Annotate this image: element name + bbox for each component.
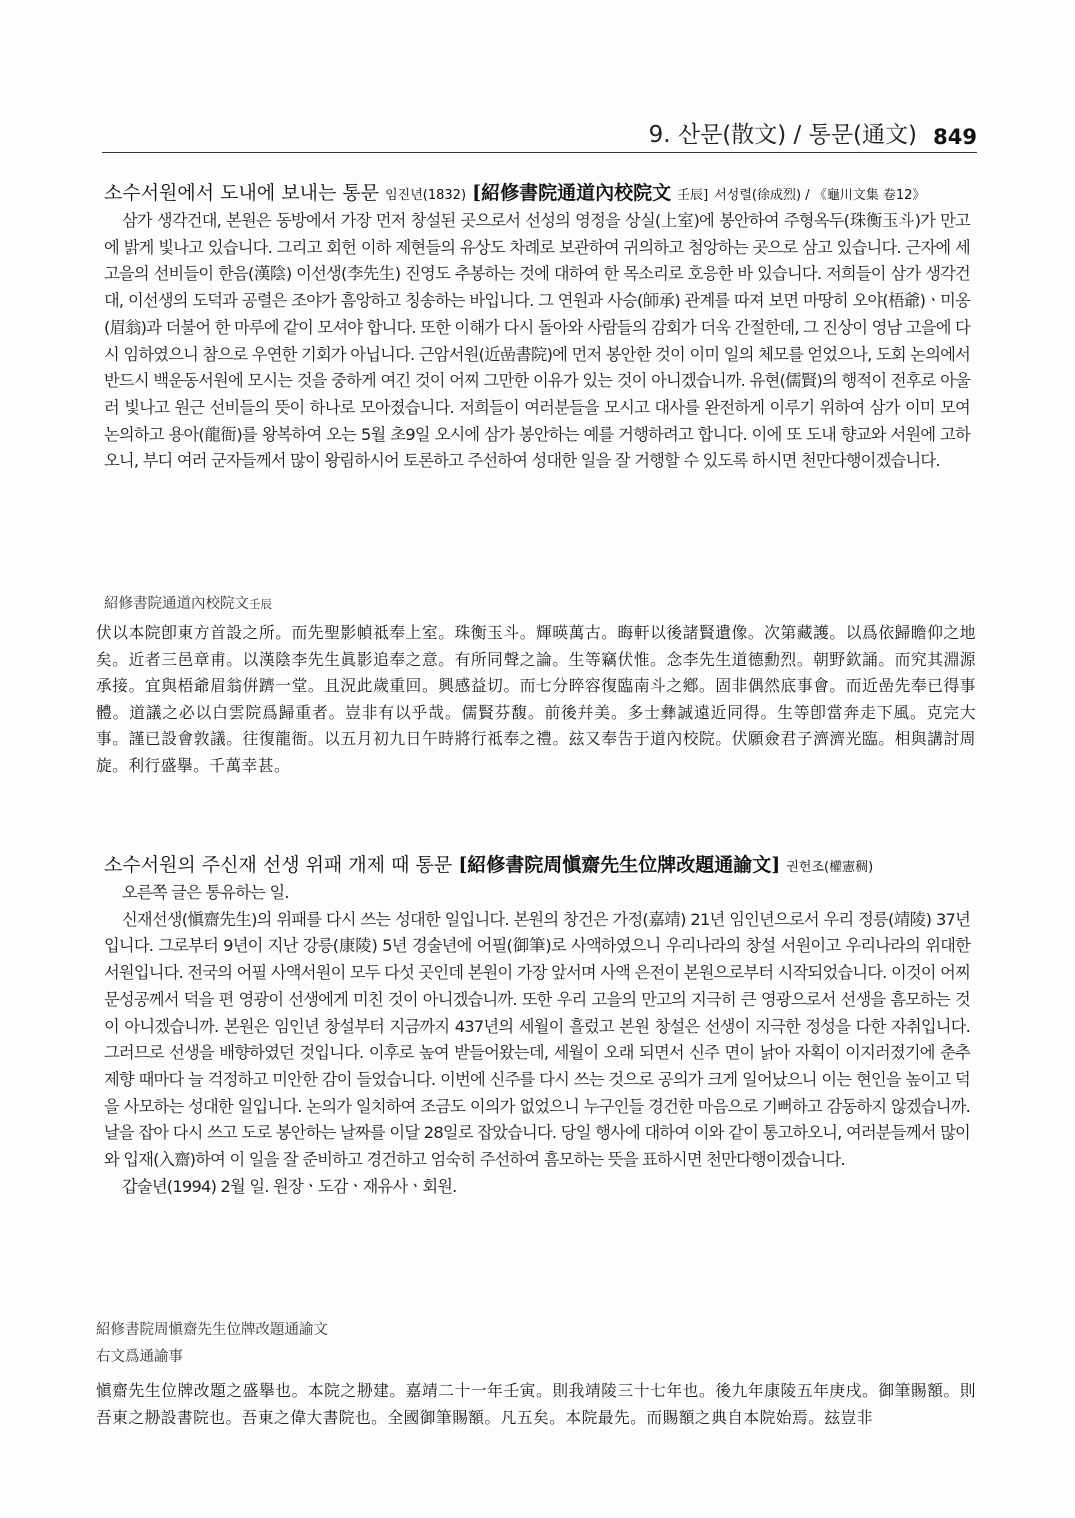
section1-title-hanja: [紹修書院通道內校院文	[472, 182, 672, 204]
section1-title-korean: 소수서원에서 도내에 보내는 통문	[104, 182, 380, 204]
section1-hanja-year: 壬辰]	[677, 188, 709, 203]
section2-hanja-heading	[96, 1318, 328, 1339]
section2-hanja-subheading	[96, 1345, 183, 1366]
section2-line1: 오른쪽 글은 통유하는 일.	[122, 883, 289, 902]
section2-hanja-body	[96, 1378, 976, 1431]
section1-hanja-heading-text: 紹修書院通道內校院文	[104, 596, 249, 612]
section1-korean-body	[104, 208, 970, 475]
section1-body-paragraph: 삼가 생각건대, 본원은 동방에서 가장 먼저 창설된 곳으로서 선성의 영정을 상실(上室)에 봉안하여 주형옥두(珠衡玉斗)가 만고에 밝게 빛나고 있습니다. 그리고 회헌 이하 제현들의 유상도 차례로 보관하여 귀의하고 첨앙하는 곳으로 삼고 있습니다. 근자에 세 고을의 선비들이 한음(漢陰) 이선생(李先生) 진영도 추봉하는 것에 대하여 한 목소리로 호응한 바 있습니다. 저희들이 삼가 생각건대, 이선생의 도덕과 공렬은 조야가 흠앙하고 칭송하는 바입니다. 그 연원과 사승(師承) 관계를 따져 보면 마땅히 오야(梧爺)ㆍ미옹(眉翁)과 더불어 한 마루에 같이 모셔야 합니다. 또한 이해가 다시 돌아와 사람들의 감회가 더욱 간절한데, 그 진상이 영남 고을에 다시 임하였으니 참으로 우연한 기회가 아닙니다. 근암서원(近嵒書院)에 먼저 봉안한 것이 이미 일의 체모를 얻었으나, 도회 논의에서 반드시 백운동서원에 모시는 것을 중하게 여긴 것이 어찌 그만한 이유가 있는 것이 아니겠습니까. 유현(儒賢)의 행적이 전후로 아울러 빛나고 원근 선비들의 뜻이 하나로 모아졌습니다. 저희들이 여러분들을 모시고 대사를 완전하게 이루기 위하여 삼가 이미 모여 논의하고 용아(龍衙)를 왕복하여 오는 5월 초9일 오시에 삼가 봉안하는 예를 거행하려고 합니다. 이에 또 도내 향교와 서원에 고하오니, 부디 여러 군자들께서 많이 왕림하시어 토론하고 주선하여 성대한 일을 잘 거행할 수 있도록 하시면 천만다행이겠습니다.	[104, 211, 970, 471]
section2-title	[104, 850, 979, 877]
section1-hanja-paragraph: 伏以本院卽東方首設之所。而先聖影幀祗奉上室。珠衡玉斗。輝暎萬古。晦軒以後諸賢遺像。次第藏護。以爲依歸瞻仰之地矣。近者三邑章甫。以漢陰李先生眞影追奉之意。有所同聲之論。生等竊伏惟。念李先生道德勳烈。朝野欽誦。而究其淵源承接。宜與梧爺眉翁倂躋一堂。且況此歲重回。興感益切。而七分睟容復臨南斗之鄕。固非偶然底事會。而近嵒先奉已得事體。道議之必以白雲院爲歸重者。豈非有以乎哉。儒賢芬馥。前後幷美。多士彝誠遠近同得。生等卽當奔走下風。克完大事。謹已設會敦議。往復龍衙。以五月初九日午時將行祗奉之禮。玆又奉告于道內校院。伏願僉君子濟濟光臨。相與講討周旋。利行盛擧。千萬幸甚。	[96, 623, 976, 775]
section1-hanja-heading	[104, 592, 272, 613]
section2-korean-body	[104, 880, 970, 1200]
section2-title-hanja: [紹修書院周愼齋先生位牌改題通諭文]	[458, 854, 781, 876]
page-number: 849	[933, 125, 977, 149]
running-header	[102, 112, 977, 153]
section1-hanja-heading-year: 壬辰	[249, 597, 272, 611]
section2-title-korean: 소수서원의 주신재 선생 위패 개제 때 통문	[104, 854, 453, 876]
section2-date-line: 갑술년(1994) 2월 일. 원장ㆍ도감ㆍ재유사ㆍ회원.	[122, 1176, 457, 1196]
section2-author: 권헌조(權憲稠)	[786, 860, 874, 875]
section1-title	[104, 178, 979, 205]
section2-hanja-subheading-text: 右文爲通諭事	[96, 1349, 183, 1365]
section2-body-paragraph: 신재선생(愼齋先生)의 위패를 다시 쓰는 성대한 일입니다. 본원의 창건은 가정(嘉靖) 21년 임인년으로서 우리 정릉(靖陵) 37년입니다. 그로부터 9년이 지난 강릉(康陵) 5년 경술년에 어필(御筆)로 사액하였으니 우리나라의 창설 서원이고 우리나라의 위대한 서원입니다. 전국의 어필 사액서원이 모두 다섯 곳인데 본원이 가장 앞서며 사액 은전이 본원으로부터 시작되었습니다. 이것이 어찌 문성공께서 덕을 편 영광이 선생에게 미친 것이 아니겠습니까. 또한 우리 고을의 만고의 지극히 큰 영광으로서 선생을 흠모하는 것이 아니겠습니까. 본원은 임인년 창설부터 지금까지 437년의 세월이 흘렀고 본원 창설은 선생이 지극한 정성을 다한 자취입니다. 그러므로 선생을 배향하였던 것입니다. 이후로 높여 받들어왔는데, 세월이 오래 되면서 신주 면이 낡아 자획이 이지러졌기에 춘추 제향 때마다 늘 걱정하고 미안한 감이 들었습니다. 이번에 신주를 다시 쓰는 것으로 공의가 크게 일어났으니 이는 현인을 높이고 덕을 사모하는 성대한 일입니다. 논의가 일치하여 조금도 이의가 없었으니 누구인들 경건한 마음으로 기뻐하고 감동하지 않겠습니까. 날을 잡아 다시 쓰고 도로 봉안하는 날짜를 이달 28일로 잡았습니다. 당일 행사에 대하여 이와 같이 통고하오니, 여러분들께서 많이 와 입재(入齋)하여 이 일을 잘 준비하고 경건하고 엄숙히 주선하여 흠모하는 뜻을 표하시면 천만다행이겠습니다.	[104, 909, 970, 1170]
section2-hanja-paragraph: 愼齋先生位牌改題之盛擧也。本院之刱建。嘉靖二十一年壬寅。則我靖陵三十七年也。後九年康陵五年庚戌。御筆賜額。則吾東之刱設書院也。吾東之偉大書院也。全國御筆賜額。凡五矣。本院最先。而賜額之典自本院始焉。玆豈非	[96, 1381, 976, 1427]
section1-source: 서성렬(徐成烈) / 《龜川文集 卷12》	[714, 188, 926, 203]
section2-hanja-heading-text: 紹修書院周愼齋先生位牌改題通諭文	[96, 1322, 328, 1338]
section1-date: 임진년(1832)	[385, 188, 467, 203]
section1-hanja-body	[96, 620, 976, 779]
running-header-title: 9. 산문(散文) / 통문(通文)	[648, 122, 917, 148]
